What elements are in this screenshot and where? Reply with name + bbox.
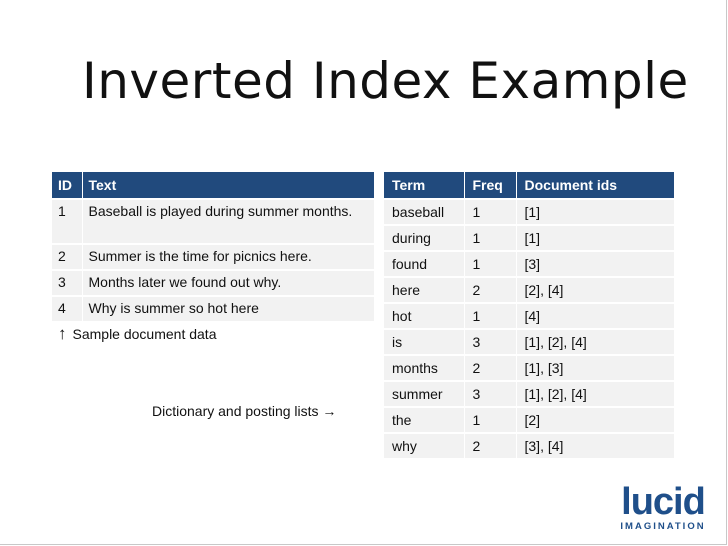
- doc-ids-cell: [3]: [516, 251, 674, 277]
- document-table: [52, 172, 374, 321]
- doc-ids-cell: [1]: [516, 225, 674, 251]
- document-caption: [52, 324, 216, 344]
- inverted-index-table: [384, 172, 674, 458]
- table-row: [52, 199, 374, 244]
- table-row: [384, 303, 674, 329]
- term-cell: summer: [384, 381, 464, 407]
- doc-id-cell: 1: [52, 199, 82, 244]
- freq-cell: 1: [464, 407, 516, 433]
- column-header-id: ID: [52, 172, 82, 199]
- column-header-text: Text: [82, 172, 374, 199]
- logo-subword: IMAGINATION: [620, 521, 706, 532]
- doc-id-cell: 2: [52, 244, 82, 270]
- term-cell: months: [384, 355, 464, 381]
- table-row: [384, 381, 674, 407]
- table-row: [384, 277, 674, 303]
- freq-cell: 1: [464, 251, 516, 277]
- document-caption-text: Sample document data: [72, 326, 217, 342]
- doc-ids-cell: [3], [4]: [516, 433, 674, 458]
- doc-ids-cell: [1], [3]: [516, 355, 674, 381]
- freq-cell: 2: [464, 355, 516, 381]
- table-row: [384, 251, 674, 277]
- table-row: [52, 270, 374, 296]
- column-header-freq: Freq: [464, 172, 516, 199]
- doc-text-cell: Summer is the time for picnics here.: [82, 244, 374, 270]
- term-cell: during: [384, 225, 464, 251]
- freq-cell: 2: [464, 277, 516, 303]
- doc-ids-cell: [1], [2], [4]: [516, 381, 674, 407]
- table-row: [384, 433, 674, 458]
- freq-cell: 1: [464, 199, 516, 225]
- freq-cell: 1: [464, 303, 516, 329]
- term-cell: found: [384, 251, 464, 277]
- doc-text-cell: Why is summer so hot here: [82, 296, 374, 321]
- term-cell: why: [384, 433, 464, 458]
- freq-cell: 2: [464, 433, 516, 458]
- column-header-term: Term: [384, 172, 464, 199]
- term-cell: hot: [384, 303, 464, 329]
- table-row: [384, 355, 674, 381]
- term-cell: here: [384, 277, 464, 303]
- column-header-document-ids: Document ids: [516, 172, 674, 199]
- doc-ids-cell: [1]: [516, 199, 674, 225]
- term-cell: is: [384, 329, 464, 355]
- document-table-header-row: [52, 172, 374, 199]
- freq-cell: 1: [464, 225, 516, 251]
- doc-text-cell: Months later we found out why.: [82, 270, 374, 296]
- table-row: [384, 407, 674, 433]
- doc-ids-cell: [2]: [516, 407, 674, 433]
- doc-id-cell: 4: [52, 296, 82, 321]
- logo-word: lucid: [621, 481, 705, 523]
- table-row: [384, 225, 674, 251]
- table-row: [384, 199, 674, 225]
- table-row: [52, 296, 374, 321]
- index-table-header-row: [384, 172, 674, 199]
- doc-ids-cell: [1], [2], [4]: [516, 329, 674, 355]
- doc-text: Baseball is played during summer months.: [88, 203, 353, 219]
- doc-ids-cell: [2], [4]: [516, 277, 674, 303]
- doc-ids-cell: [4]: [516, 303, 674, 329]
- freq-cell: 3: [464, 381, 516, 407]
- term-cell: the: [384, 407, 464, 433]
- doc-text-cell: [82, 199, 374, 244]
- up-arrow-icon: ↑: [58, 324, 67, 343]
- freq-cell: 3: [464, 329, 516, 355]
- doc-id-cell: 3: [52, 270, 82, 296]
- lucid-imagination-logo: [608, 480, 718, 532]
- index-caption: Dictionary and posting lists →: [152, 403, 337, 419]
- table-row: [52, 244, 374, 270]
- term-cell: baseball: [384, 199, 464, 225]
- table-row: [384, 329, 674, 355]
- slide-title: Inverted Index Example: [82, 52, 689, 110]
